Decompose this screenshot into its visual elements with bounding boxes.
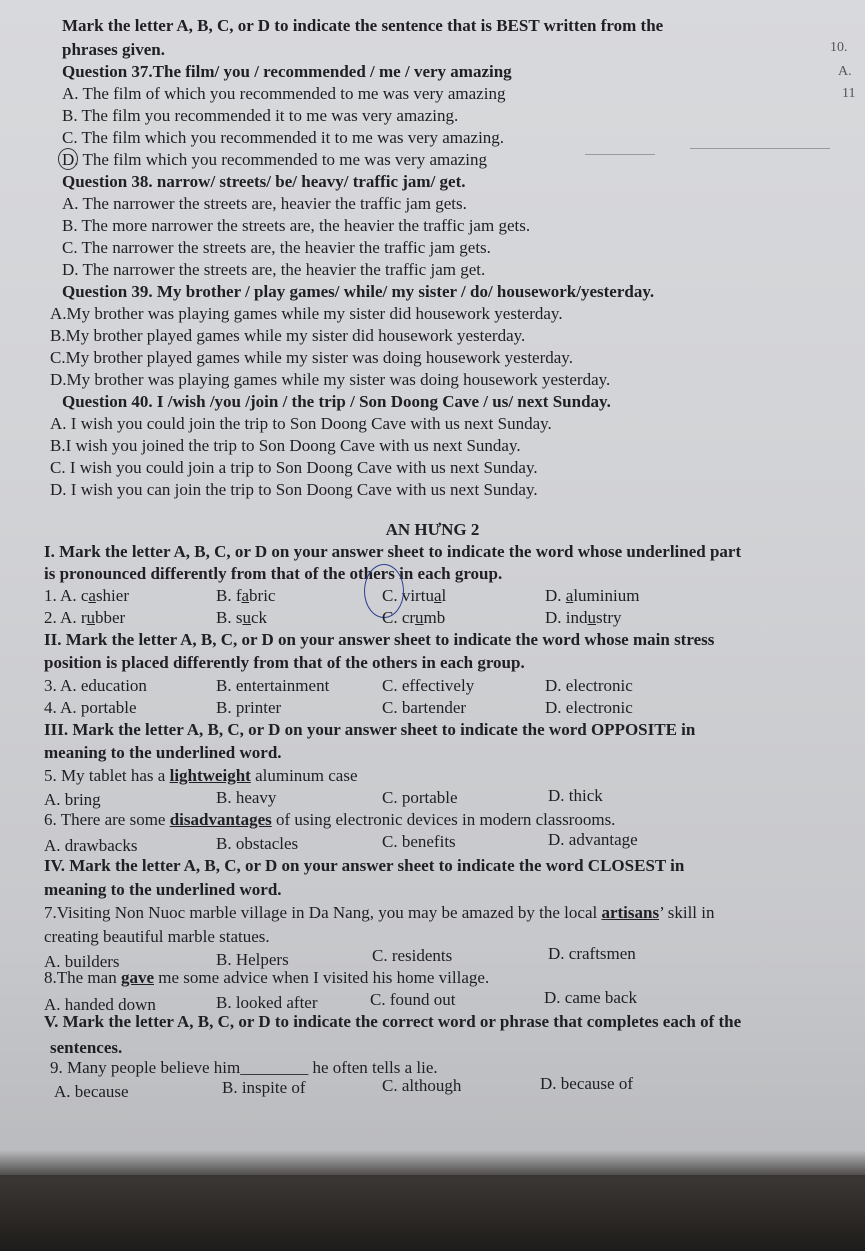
option-1b: B. fabric [216,586,276,605]
option-6c: C. benefits [382,832,456,851]
part4-heading: IV. Mark the letter A, B, C, or D on your answer sheet to indicate the word CLOSEST in [44,856,685,875]
margin-note: 10. [830,40,848,55]
option-4c: C. bartender [382,698,467,717]
part1-heading-cont: is pronounced differently from that of the others in each group. [44,564,503,583]
option-8c: C. found out [370,990,456,1009]
option-40a: A. I wish you could join the trip to Son Doong Cave with us next Sunday. [50,414,552,433]
question-40: Question 40. I /wish /you /join / the trip / Son Doong Cave / us/ next Sunday. [62,392,611,411]
option-6a: A. drawbacks [44,836,138,855]
option-37a: A. The film of which you recommended to me was very amazing [62,84,506,103]
option-3d: D. electronic [545,676,633,695]
margin-note: A. [838,64,852,79]
instruction-best-written-cont: phrases given. [62,40,165,59]
option-7a: A. builders [44,952,120,971]
option-38b: B. The more narrower the streets are, the heavier the traffic jam gets. [62,216,531,235]
option-8d: D. came back [544,988,637,1007]
option-5a: A. bring [44,790,101,809]
question-6: 6. There are some disadvantages of using electronic devices in modern classrooms. [44,810,616,829]
option-1d: D. aluminium [545,586,640,605]
option-9a: A. because [54,1082,129,1101]
question-5: 5. My tablet has a lightweight aluminum case [44,766,358,785]
pencil-line [585,154,655,155]
option-8b: B. looked after [216,993,318,1012]
part3-heading-cont: meaning to the underlined word. [44,743,282,762]
part3-heading: III. Mark the letter A, B, C, or D on your answer sheet to indicate the word OPPOSITE in [44,720,696,739]
option-3c: C. effectively [382,676,475,695]
option-37c: C. The film which you recommended it to me was very amazing. [62,128,505,147]
option-4a: 4. A. portable [44,698,137,717]
option-38d: D. The narrower the streets are, the heavier the traffic jam get. [62,260,486,279]
option-4d: D. electronic [545,698,633,717]
option-3a: 3. A. education [44,676,147,695]
option-2b: B. suck [216,608,268,627]
question-7-cont: creating beautiful marble statues. [44,927,270,946]
part4-heading-cont: meaning to the underlined word. [44,880,282,899]
option-39a: A.My brother was playing games while my sister did housework yesterday. [50,304,563,323]
option-4b: B. printer [216,698,282,717]
pencil-line [690,148,830,149]
part2-heading-cont: position is placed differently from that of the others in each group. [44,653,525,672]
option-9d: D. because of [540,1074,633,1093]
option-40b: B.I wish you joined the trip to Son Doong Cave with us next Sunday. [50,436,521,455]
question-8: 8.The man gave me some advice when I visited his home village. [44,968,490,987]
option-39b: B.My brother played games while my sister did housework yesterday. [50,326,526,345]
option-9c: C. although [382,1076,462,1095]
option-39c: C.My brother played games while my sister was doing housework yesterday. [50,348,573,367]
option-5b: B. heavy [216,788,277,807]
option-9b: B. inspite of [222,1078,306,1097]
option-2d: D. industry [545,608,622,627]
option-37d: D. The film which you recommended to me was very amazing [62,150,488,169]
part2-heading: II. Mark the letter A, B, C, or D on your answer sheet to indicate the word whose main stress [44,630,715,649]
option-37b: B. The film you recommended it to me was very amazing. [62,106,459,125]
option-38a: A. The narrower the streets are, heavier the traffic jam gets. [62,194,467,213]
option-38c: C. The narrower the streets are, the heavier the traffic jam gets. [62,238,491,257]
option-40c: C. I wish you could join a trip to Son Doong Cave with us next Sunday. [50,458,538,477]
option-6b: B. obstacles [216,834,299,853]
option-8a: A. handed down [44,995,156,1014]
option-7b: B. Helpers [216,950,289,969]
option-39d: D.My brother was playing games while my sister was doing housework yesterday. [50,370,611,389]
option-2c: C. crumb [382,608,446,627]
option-7c: C. residents [372,946,453,965]
desk-shadow [0,1150,865,1251]
option-6d: D. advantage [548,830,638,849]
question-9: 9. Many people believe him________ he often tells a lie. [50,1058,438,1077]
part1-heading: I. Mark the letter A, B, C, or D on your answer sheet to indicate the word whose underlined part [44,542,742,561]
option-40d: D. I wish you can join the trip to Son Doong Cave with us next Sunday. [50,480,538,499]
part5-heading: V. Mark the letter A, B, C, or D to indicate the correct word or phrase that completes each of the [44,1012,742,1031]
option-3b: B. entertainment [216,676,330,695]
question-37: Question 37.The film/ you / recommended / me / very amazing [62,62,512,81]
part5-heading-cont: sentences. [50,1038,123,1057]
option-7d: D. craftsmen [548,944,636,963]
option-5d: D. thick [548,786,603,805]
option-1c: C. virtual [382,586,447,605]
section-title: AN HƯNG 2 [385,520,480,539]
margin-note: 11 [842,86,856,101]
question-38: Question 38. narrow/ streets/ be/ heavy/ traffic jam/ get. [62,172,466,191]
option-5c: C. portable [382,788,458,807]
question-39: Question 39. My brother / play games/ while/ my sister / do/ housework/yesterday. [62,282,655,301]
option-1a: 1. A. cashier [44,586,129,605]
option-2a: 2. A. rubber [44,608,126,627]
instruction-best-written: Mark the letter A, B, C, or D to indicate the sentence that is BEST written from the [62,16,664,35]
question-7: 7.Visiting Non Nuoc marble village in Da Nang, you may be amazed by the local artisans’ skill in [44,903,715,922]
answer-circle-mark [58,148,78,170]
